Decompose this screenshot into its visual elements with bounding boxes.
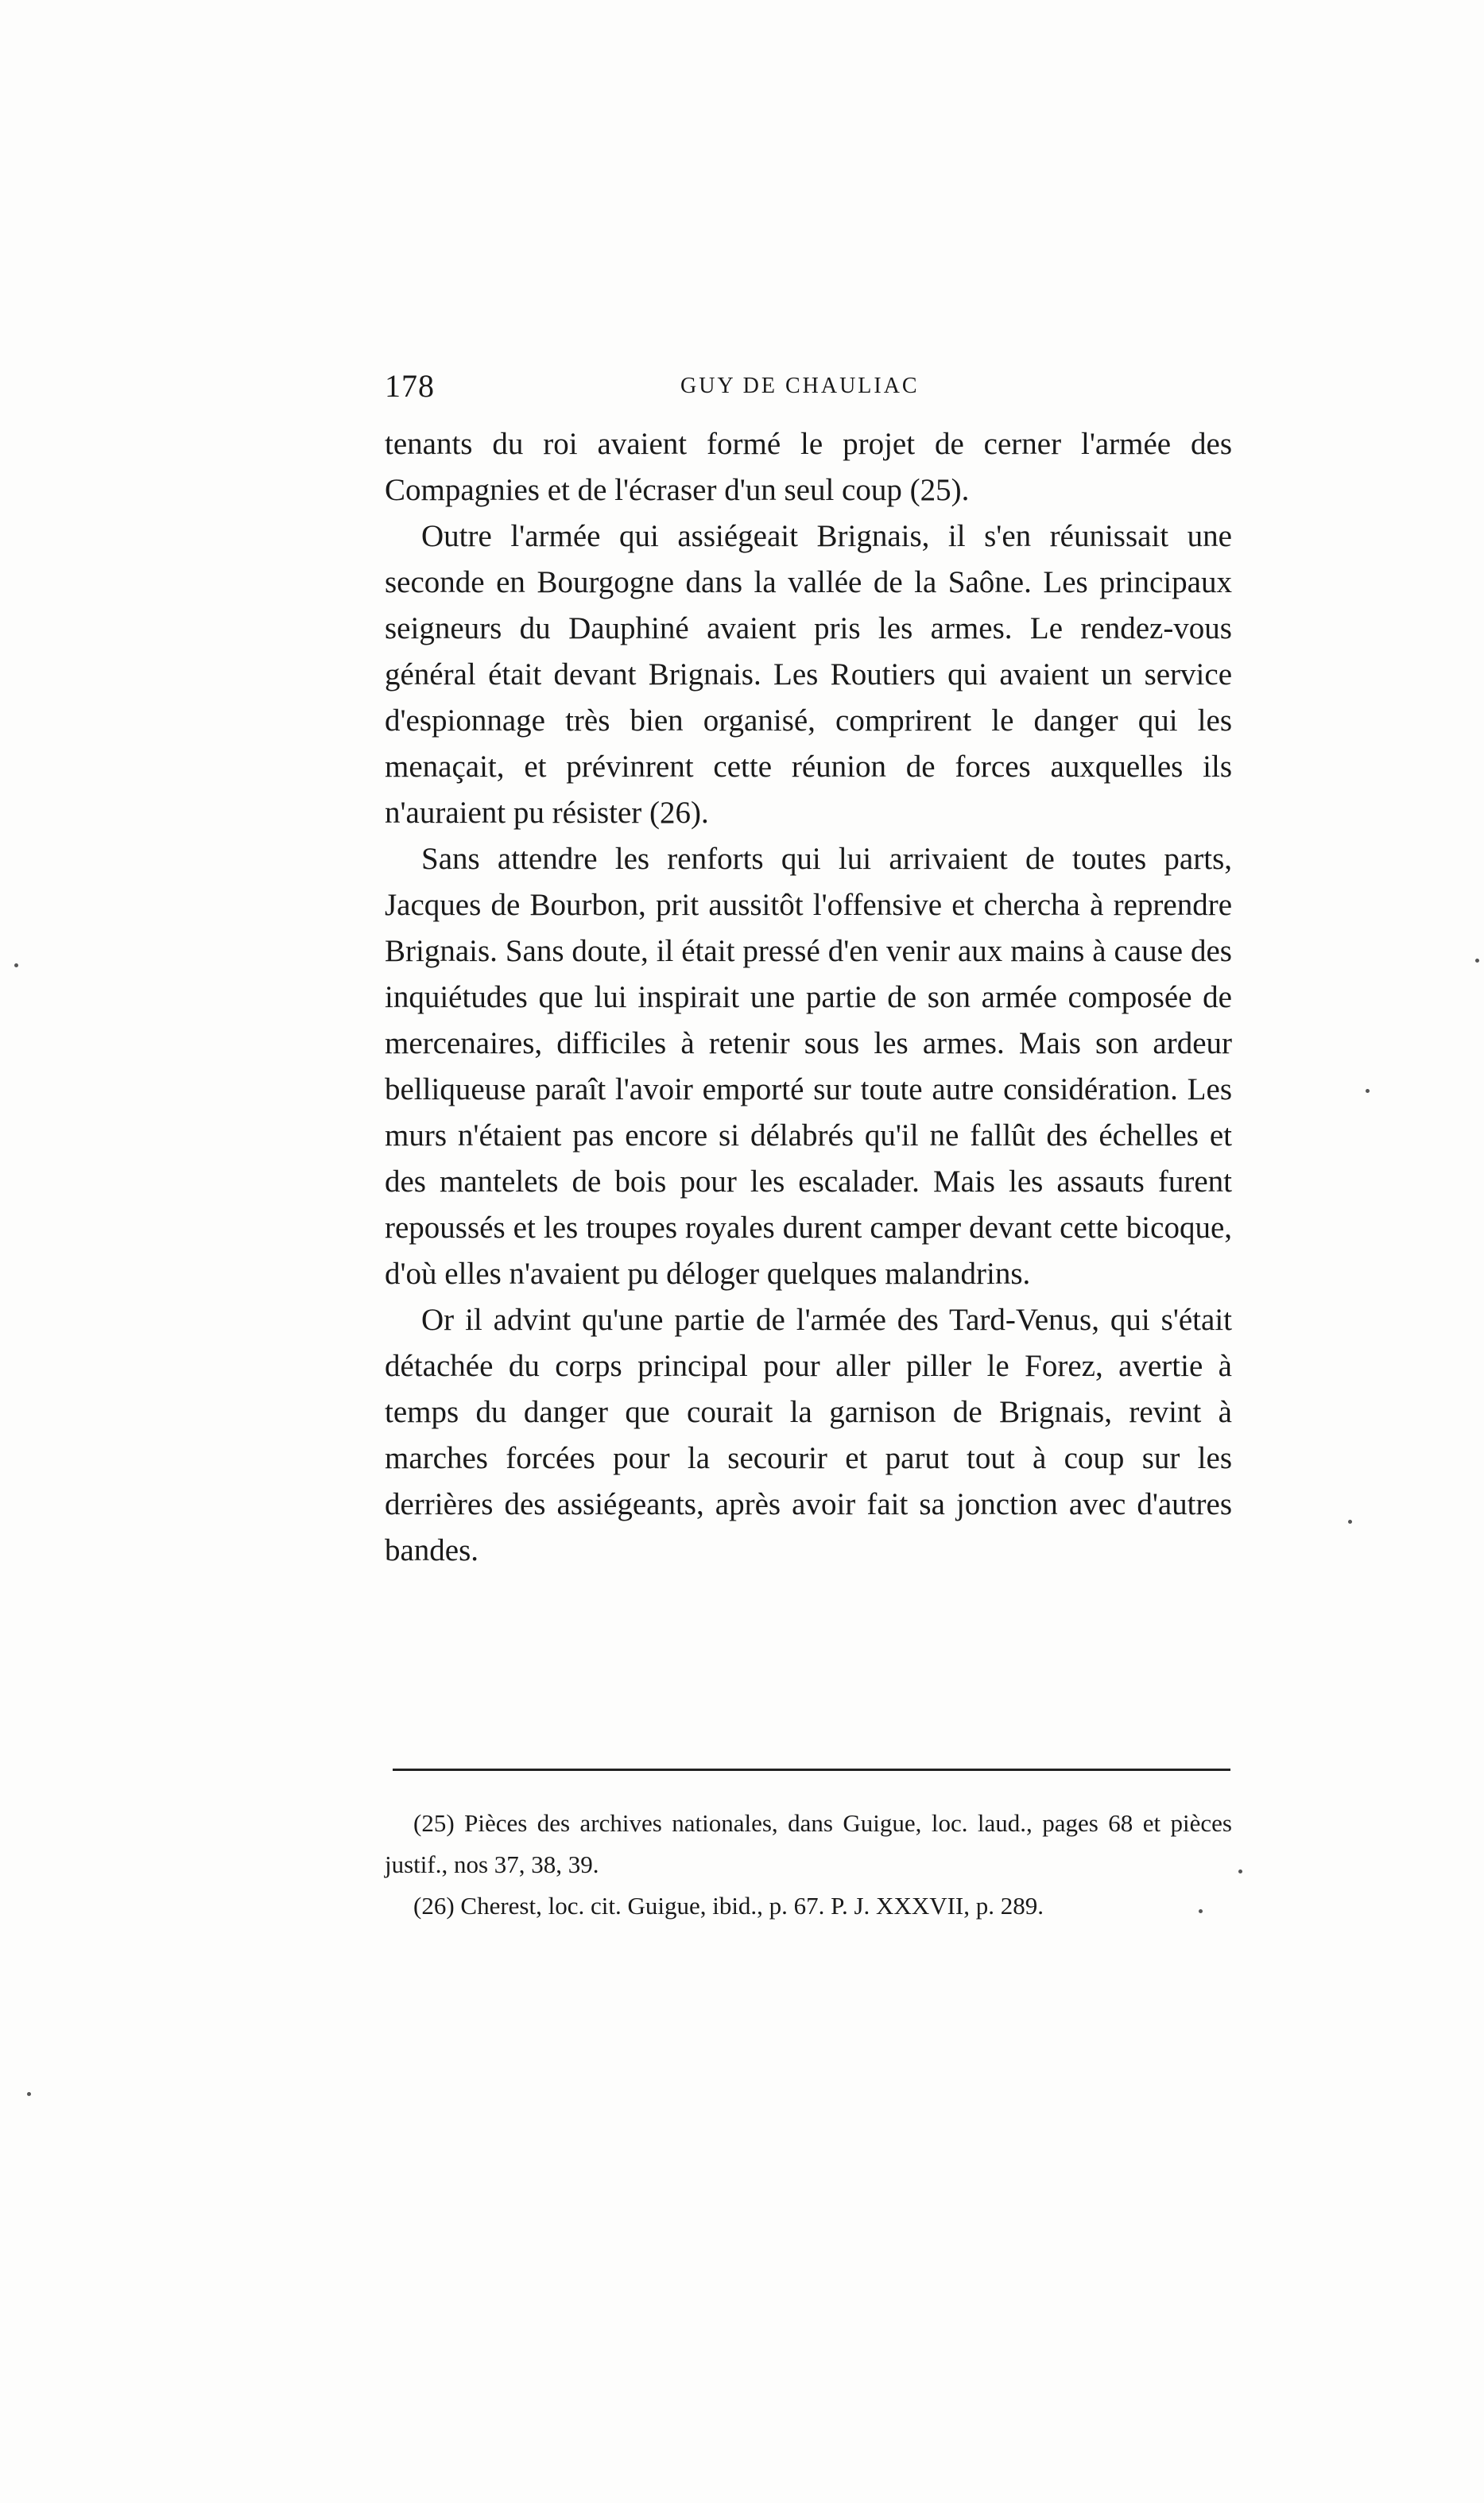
running-title: GUY DE CHAULIAC <box>680 374 920 398</box>
speck <box>1475 959 1479 963</box>
paragraph-1: tenants du roi avaient formé le projet de cerner l'armée des Compagnies et de l'écraser d'un seul coup (25). <box>385 427 1232 507</box>
footnote-separator <box>393 1769 1230 1771</box>
page-header <box>385 367 1232 407</box>
footnote-26: (26) Cherest, loc. cit. Guigue, ibid., p. 67. P. J. XXXVII, p. 289. <box>413 1892 1044 1920</box>
page-number: 178 <box>385 368 435 404</box>
speck <box>1348 1520 1352 1524</box>
speck <box>14 963 18 967</box>
footnote-25: (25) Pièces des archives nationales, dans Guigue, loc. laud., pages 68 et pièces justif., nos 37, 38, 39. <box>385 1809 1232 1878</box>
footnotes <box>385 1803 1232 1927</box>
speck <box>1366 1089 1370 1093</box>
paragraph-2: Outre l'armée qui assiégeait Brignais, il s'en réunissait une seconde en Bourgogne dans la vallée de la Saône. Les principaux seigneurs du Dauphiné avaient pris les armes. Le rendez-vous général était devant Brignais. Les Routiers qui avaient un service d'espionnage très bien organisé, comprirent le danger qui les menaçait, et prévinrent cette réunion de forces auxquelles ils n'auraient pu résister (26). <box>385 519 1232 830</box>
paragraph-4: Or il advint qu'une partie de l'armée des Tard-Venus, qui s'était détachée du corps principal pour aller piller le Forez, avertie à temps du danger que courait la garnison de Brignais, revint à marches forcées pour la secourir et parut tout à coup sur les derrières des assiégeants, après avoir fait sa jonction avec d'autres bandes. <box>385 1303 1232 1567</box>
main-text <box>385 421 1232 1574</box>
speck <box>27 2092 31 2096</box>
speck <box>1238 1870 1242 1873</box>
speck <box>1199 1909 1203 1913</box>
paragraph-3: Sans attendre les renforts qui lui arrivaient de toutes parts, Jacques de Bourbon, prit aussitôt l'offensive et chercha à reprendre Brignais. Sans doute, il était pressé d'en venir aux mains à cause des inquiétudes que lui inspirait une partie de son armée composée de mercenaires, difficiles à retenir sous les armes. Mais son ardeur belliqueuse paraît l'avoir emporté sur toute autre considération. Les murs n'étaient pas encore si délabrés qu'il ne fallût des échelles et des mantelets de bois pour les escalader. Mais les assauts furent repoussés et les troupes royales durent camper devant cette bicoque, d'où elles n'avaient pu déloger quelques malandrins. <box>385 842 1232 1291</box>
